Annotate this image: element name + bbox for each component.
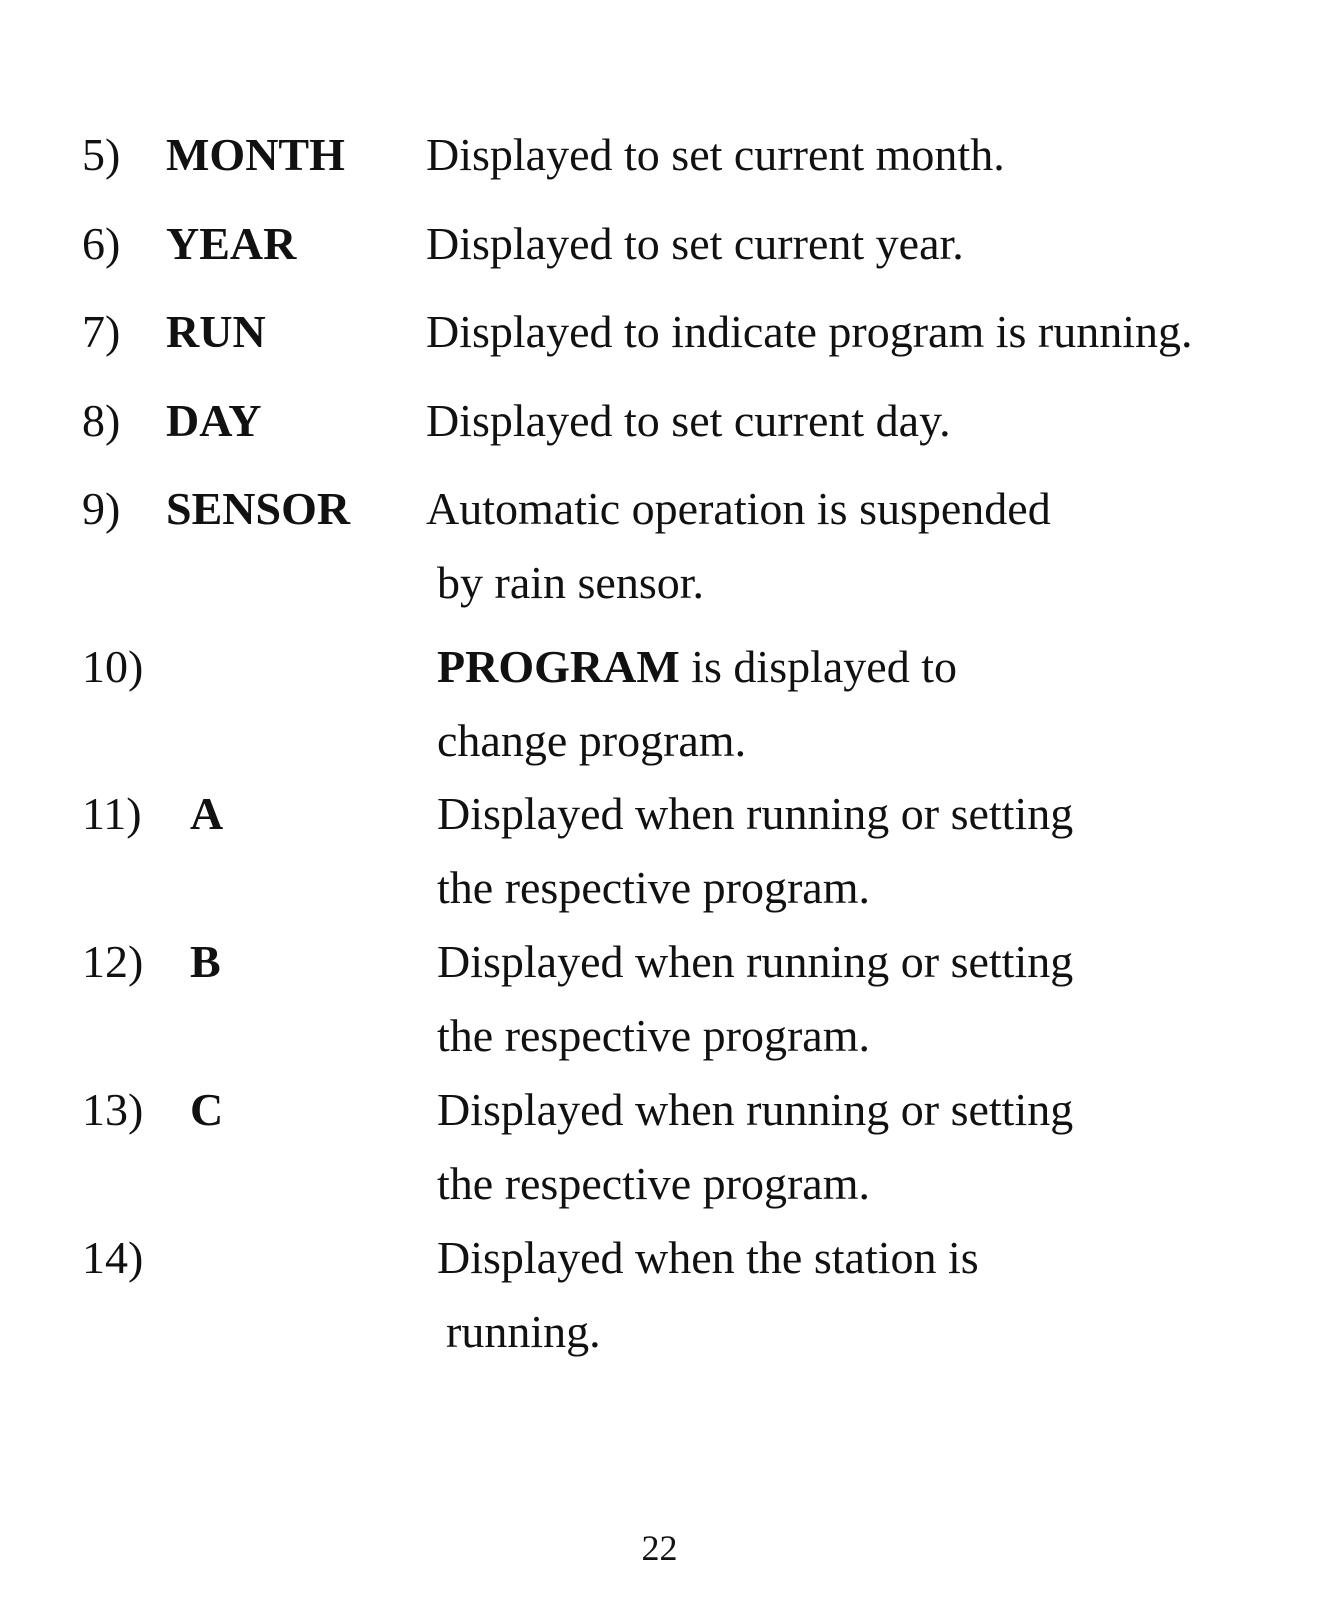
item-desc-a-line1: Displayed when running or setting (437, 788, 1074, 839)
item-term-run: RUN (166, 306, 266, 357)
item-number-8: 8) (82, 395, 121, 446)
program-desc-rest: is displayed to (679, 641, 958, 692)
item-number-9: 9) (82, 483, 121, 534)
item-desc-run: Displayed to indicate program is running. (426, 306, 1193, 357)
item-desc-sensor-line2: by rain sensor. (437, 557, 705, 608)
item-number-7: 7) (82, 306, 121, 357)
item-desc-c-line2: the respective program. (437, 1158, 870, 1209)
item-term-b: B (190, 936, 221, 987)
item-desc-station-line1: Displayed when the station is (437, 1232, 979, 1283)
item-desc-program-line1 (437, 641, 958, 692)
page-number: 22 (641, 1528, 678, 1568)
item-desc-day: Displayed to set current day. (426, 395, 951, 446)
item-desc-month: Displayed to set current month. (426, 129, 1005, 180)
item-number-11: 11) (82, 788, 142, 839)
item-term-year: YEAR (166, 218, 297, 269)
item-term-day: DAY (166, 395, 262, 446)
item-desc-c-line1: Displayed when running or setting (437, 1084, 1074, 1135)
item-desc-station-line2: running. (446, 1306, 601, 1357)
item-number-14: 14) (82, 1232, 144, 1283)
item-term-sensor: SENSOR (166, 483, 351, 534)
item-term-month: MONTH (166, 129, 345, 180)
item-desc-sensor-line1: Automatic operation is suspended (426, 483, 1051, 534)
item-number-10: 10) (82, 641, 144, 692)
item-term-a: A (190, 788, 224, 839)
item-desc-a-line2: the respective program. (437, 862, 870, 913)
item-number-5: 5) (82, 129, 121, 180)
item-number-6: 6) (82, 218, 121, 269)
program-keyword: PROGRAM (437, 641, 680, 692)
item-number-13: 13) (82, 1084, 144, 1135)
item-desc-b-line2: the respective program. (437, 1010, 870, 1061)
item-desc-program-line2: change program. (437, 715, 747, 766)
item-desc-b-line1: Displayed when running or setting (437, 936, 1074, 987)
item-desc-year: Displayed to set current year. (426, 218, 964, 269)
item-number-12: 12) (82, 936, 144, 987)
item-term-c: C (190, 1084, 224, 1135)
